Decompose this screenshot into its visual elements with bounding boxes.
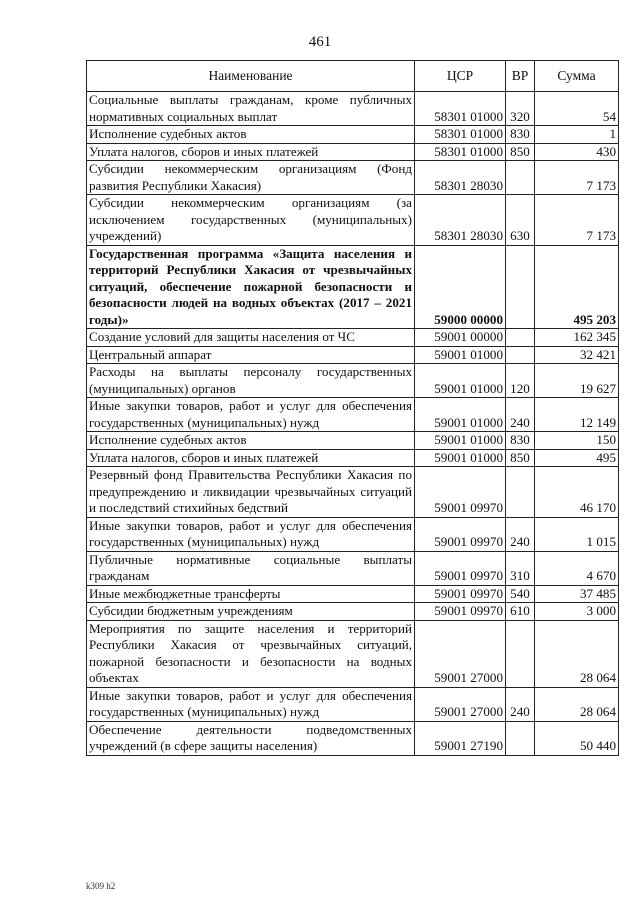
table-body <box>87 92 619 756</box>
row-vr-code <box>506 620 535 687</box>
row-sum: 150 <box>535 432 619 450</box>
row-csr-code: 59001 09970 <box>415 603 506 621</box>
row-sum: 46 170 <box>535 467 619 518</box>
row-name: Иные межбюджетные трансферты <box>87 585 415 603</box>
row-name: Уплата налогов, сборов и иных платежей <box>87 143 415 161</box>
row-vr-code: 120 <box>506 364 535 398</box>
row-sum: 1 <box>535 126 619 144</box>
table-row <box>87 432 619 450</box>
row-sum: 1 015 <box>535 517 619 551</box>
budget-table <box>86 60 619 756</box>
table-row <box>87 398 619 432</box>
row-name: Субсидии бюджетным учреждениям <box>87 603 415 621</box>
table-row <box>87 585 619 603</box>
row-vr-code: 240 <box>506 517 535 551</box>
row-sum: 37 485 <box>535 585 619 603</box>
row-sum: 162 345 <box>535 329 619 347</box>
row-vr-code: 630 <box>506 195 535 246</box>
table-row <box>87 245 619 329</box>
table-row <box>87 721 619 755</box>
row-sum: 7 173 <box>535 195 619 246</box>
table-row <box>87 449 619 467</box>
table-row <box>87 620 619 687</box>
row-sum: 4 670 <box>535 551 619 585</box>
row-name: Субсидии некоммерческим организациям (Фонд развития Республики Хакасия) <box>87 161 415 195</box>
table-row <box>87 517 619 551</box>
column-header-vr: ВР <box>506 61 535 92</box>
table-row <box>87 687 619 721</box>
row-vr-code <box>506 721 535 755</box>
row-name: Социальные выплаты гражданам, кроме публичных нормативных социальных выплат <box>87 92 415 126</box>
row-vr-code: 320 <box>506 92 535 126</box>
row-vr-code: 540 <box>506 585 535 603</box>
table-row <box>87 92 619 126</box>
row-vr-code: 240 <box>506 687 535 721</box>
row-sum: 19 627 <box>535 364 619 398</box>
row-csr-code: 59001 27190 <box>415 721 506 755</box>
column-header-name: Наименование <box>87 61 415 92</box>
row-csr-code: 59001 27000 <box>415 687 506 721</box>
row-vr-code: 850 <box>506 143 535 161</box>
row-csr-code: 59001 09970 <box>415 517 506 551</box>
row-sum: 3 000 <box>535 603 619 621</box>
table-row <box>87 126 619 144</box>
row-name: Создание условий для защиты населения от ЧС <box>87 329 415 347</box>
row-name: Резервный фонд Правительства Республики Хакасия по предупреждению и ликвидации чрезвычайных ситуаций и последствий стихийных бедствий <box>87 467 415 518</box>
row-sum: 28 064 <box>535 620 619 687</box>
row-name: Обеспечение деятельности подведомственных учреждений (в сфере защиты населения) <box>87 721 415 755</box>
table-row <box>87 364 619 398</box>
row-vr-code <box>506 245 535 329</box>
row-name: Иные закупки товаров, работ и услуг для обеспечения государственных (муниципальных) нужд <box>87 398 415 432</box>
table-header <box>87 61 619 92</box>
row-csr-code: 59000 00000 <box>415 245 506 329</box>
row-name: Государственная программа «Защита населения и территорий Республики Хакасия от чрезвычайных ситуаций, обеспечение пожарной безопасности и безопасности людей на водных объектах (2017 – 2021 годы)» <box>87 245 415 329</box>
column-header-sum: Сумма <box>535 61 619 92</box>
row-csr-code: 59001 01000 <box>415 449 506 467</box>
row-name: Центральный аппарат <box>87 346 415 364</box>
row-vr-code <box>506 467 535 518</box>
table-row <box>87 329 619 347</box>
row-sum: 50 440 <box>535 721 619 755</box>
row-csr-code: 58301 28030 <box>415 195 506 246</box>
row-csr-code: 58301 01000 <box>415 143 506 161</box>
row-csr-code: 59001 27000 <box>415 620 506 687</box>
row-vr-code <box>506 329 535 347</box>
row-sum: 495 <box>535 449 619 467</box>
row-name: Иные закупки товаров, работ и услуг для обеспечения государственных (муниципальных) нужд <box>87 687 415 721</box>
table-row <box>87 467 619 518</box>
row-vr-code: 240 <box>506 398 535 432</box>
row-sum: 32 421 <box>535 346 619 364</box>
row-vr-code: 830 <box>506 126 535 144</box>
row-name: Уплата налогов, сборов и иных платежей <box>87 449 415 467</box>
row-csr-code: 59001 01000 <box>415 346 506 364</box>
table-row <box>87 346 619 364</box>
row-sum: 54 <box>535 92 619 126</box>
row-vr-code: 830 <box>506 432 535 450</box>
row-csr-code: 58301 01000 <box>415 126 506 144</box>
page-number: 461 <box>308 34 332 50</box>
row-csr-code: 59001 00000 <box>415 329 506 347</box>
row-vr-code: 850 <box>506 449 535 467</box>
row-sum: 430 <box>535 143 619 161</box>
row-name: Расходы на выплаты персоналу государственных (муниципальных) органов <box>87 364 415 398</box>
column-header-csr: ЦСР <box>415 61 506 92</box>
row-vr-code: 310 <box>506 551 535 585</box>
row-csr-code: 59001 09970 <box>415 585 506 603</box>
row-sum: 28 064 <box>535 687 619 721</box>
row-name: Субсидии некоммерческим организациям (за исключением государственных (муниципальных) учреждений) <box>87 195 415 246</box>
row-name: Публичные нормативные социальные выплаты гражданам <box>87 551 415 585</box>
row-csr-code: 59001 09970 <box>415 467 506 518</box>
row-name: Мероприятия по защите населения и территорий Республики Хакасия от чрезвычайных ситуаций, пожарной безопасности и безопасности на водных объектах <box>87 620 415 687</box>
row-name: Исполнение судебных актов <box>87 432 415 450</box>
row-csr-code: 59001 01000 <box>415 432 506 450</box>
row-sum: 12 149 <box>535 398 619 432</box>
row-csr-code: 59001 09970 <box>415 551 506 585</box>
footer-code: k309 h2 <box>86 881 116 891</box>
row-sum: 495 203 <box>535 245 619 329</box>
header-row <box>87 61 619 92</box>
row-sum: 7 173 <box>535 161 619 195</box>
row-csr-code: 58301 28030 <box>415 161 506 195</box>
table-row <box>87 143 619 161</box>
table-row <box>87 551 619 585</box>
row-csr-code: 59001 01000 <box>415 398 506 432</box>
table-row <box>87 603 619 621</box>
table-row <box>87 195 619 246</box>
row-vr-code <box>506 161 535 195</box>
row-csr-code: 58301 01000 <box>415 92 506 126</box>
row-csr-code: 59001 01000 <box>415 364 506 398</box>
row-vr-code: 610 <box>506 603 535 621</box>
row-name: Исполнение судебных актов <box>87 126 415 144</box>
row-name: Иные закупки товаров, работ и услуг для обеспечения государственных (муниципальных) нужд <box>87 517 415 551</box>
table-row <box>87 161 619 195</box>
row-vr-code <box>506 346 535 364</box>
